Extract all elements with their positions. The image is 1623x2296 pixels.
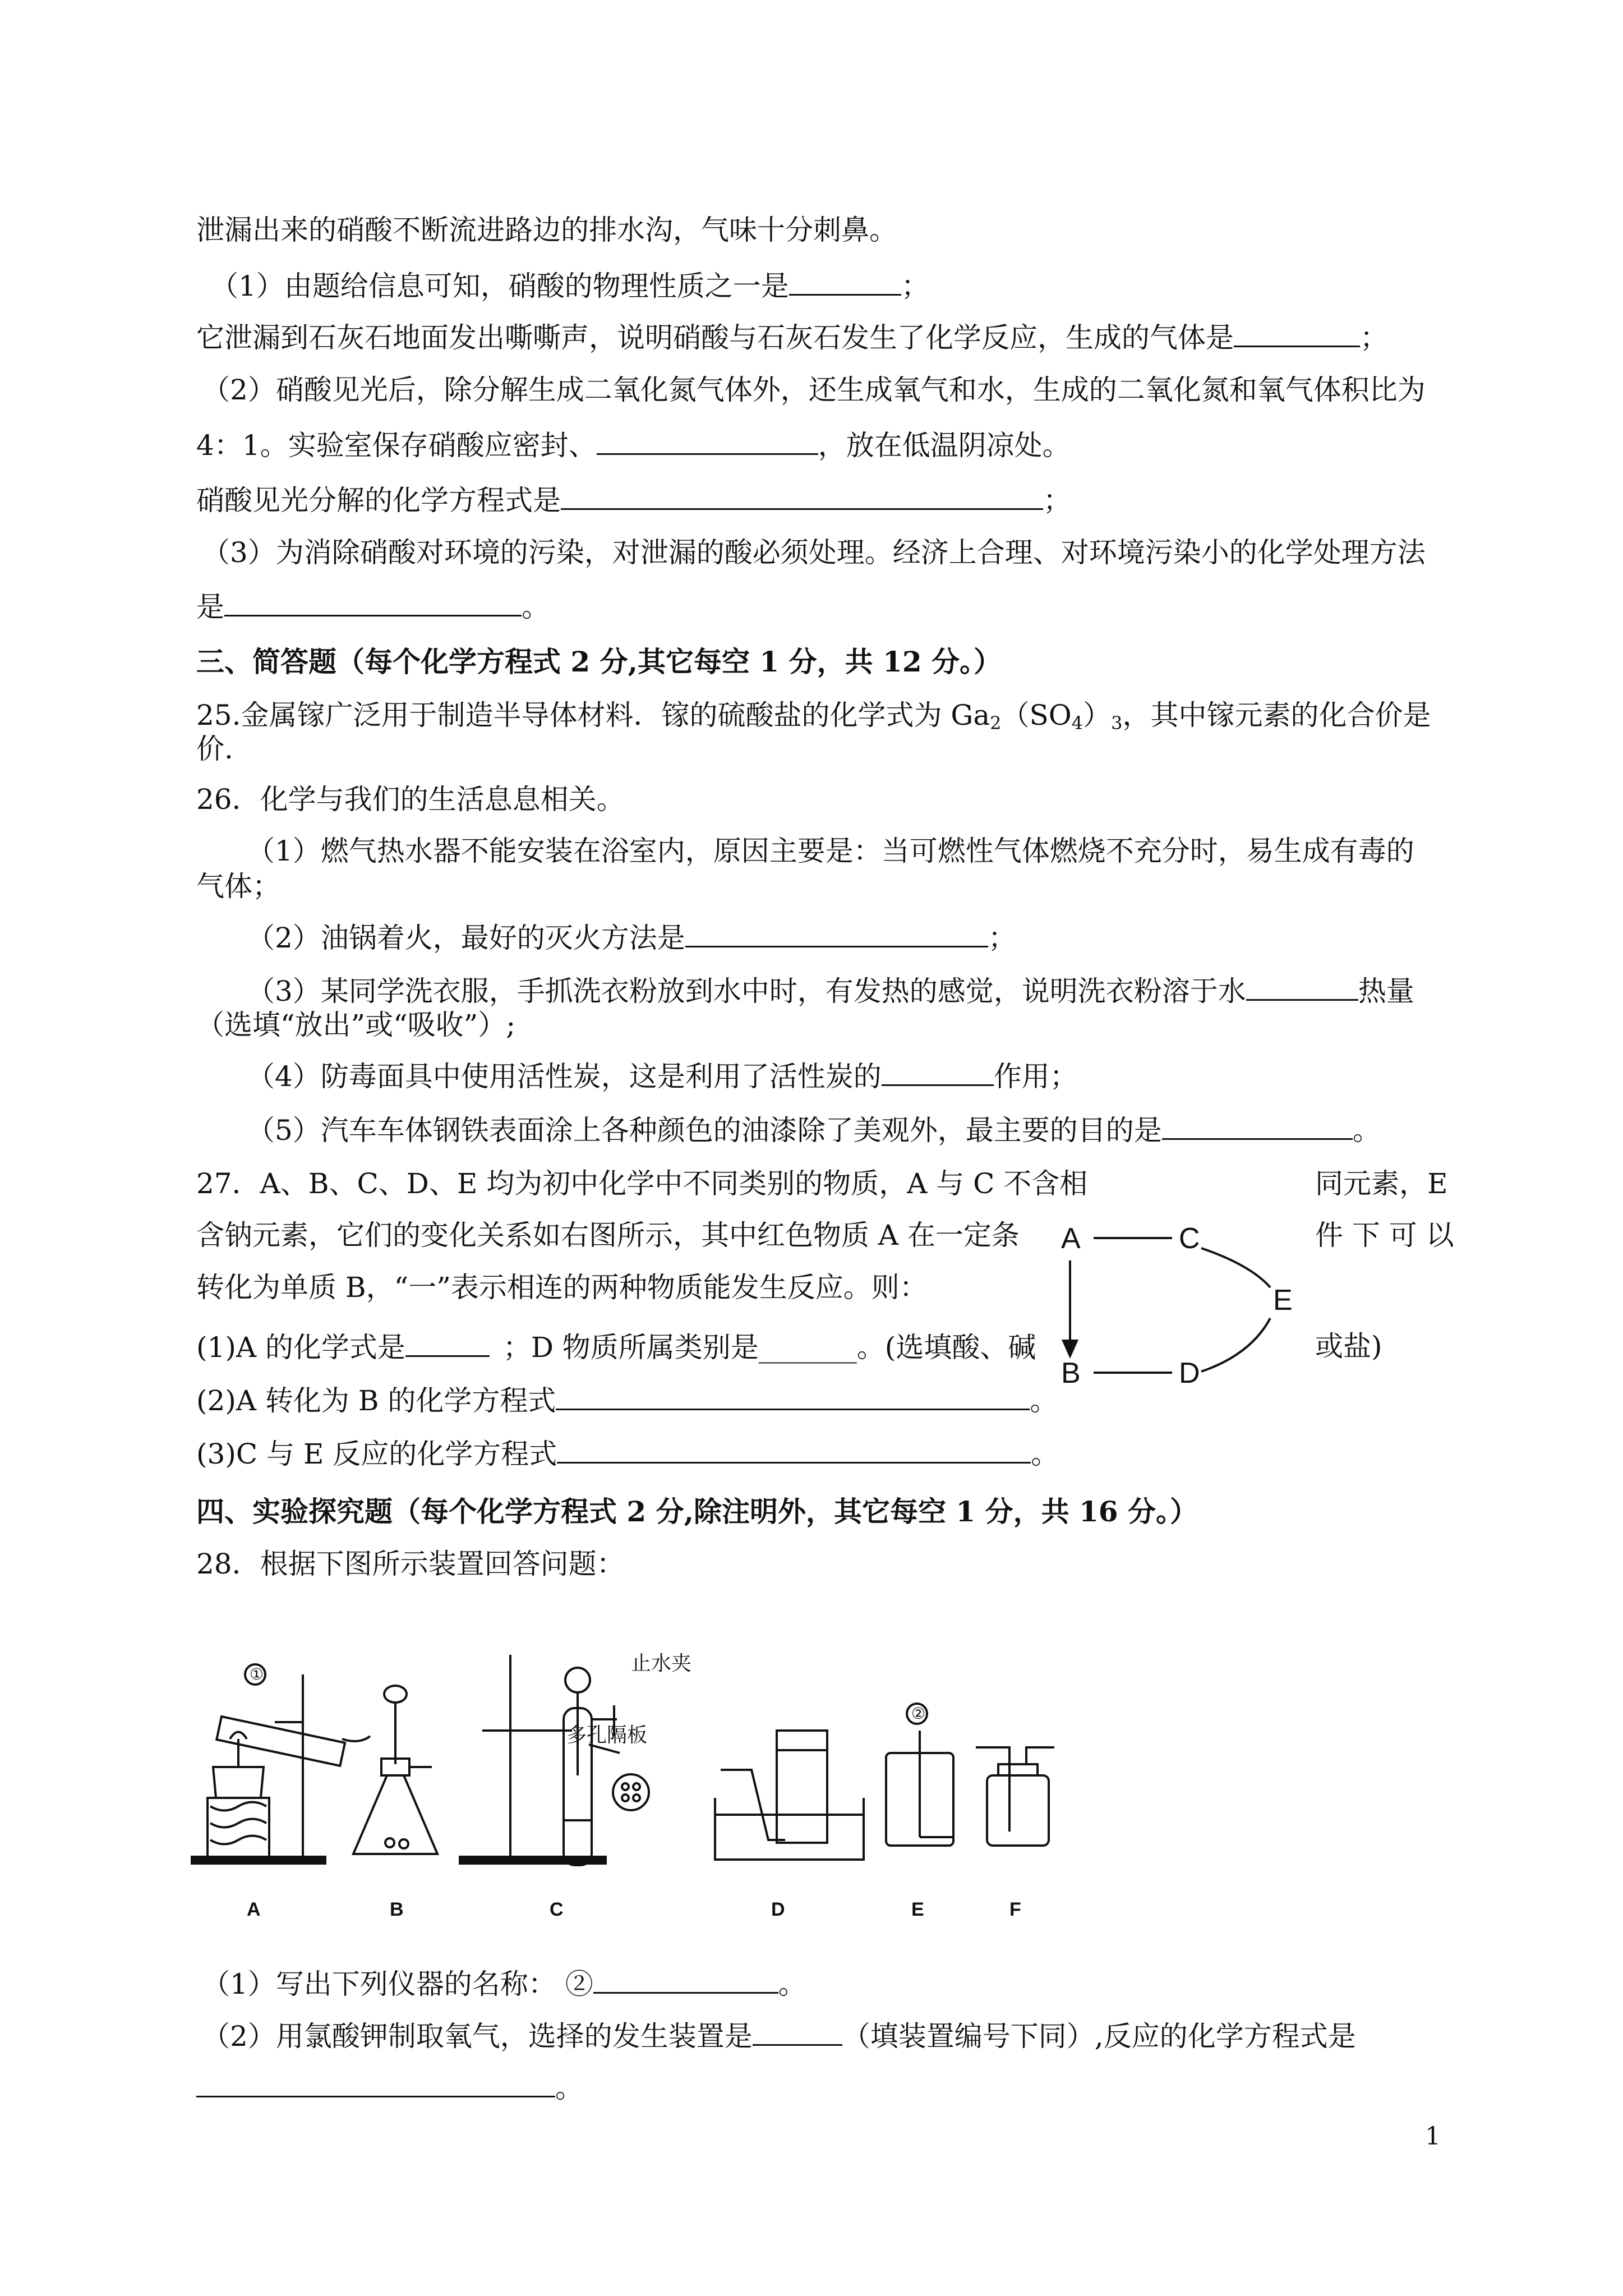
label-d: D bbox=[771, 1899, 785, 1920]
apparatus-figure bbox=[191, 1646, 1110, 1938]
answer-blank[interactable] bbox=[882, 1059, 994, 1086]
question-25: 25.金属镓广泛用于制造半导体材料．镓的硫酸盐的化学式为 $Ga_2(SO_4)_3$，其中镓元素的化合价是 bbox=[196, 699, 1431, 734]
answer-blank[interactable] bbox=[196, 2070, 555, 2097]
question-24-3: （3）为消除硝酸对环境的污染，对泄漏的酸必须处理。经济上合理、对环境污染小的化学处理方法 bbox=[202, 536, 1426, 569]
apparatus-a bbox=[191, 1664, 370, 1864]
question-26-1: （1）燃气热水器不能安装在浴室内，原因主要是：当可燃性气体燃烧不充分时，易生成有毒的 bbox=[247, 835, 1414, 867]
question-26-5: （5）汽车车体钢铁表面涂上各种颜色的油漆除了美观外，最主要的目的是 。 bbox=[247, 1112, 1381, 1147]
answer-blank[interactable] bbox=[405, 1329, 490, 1357]
label-f: F bbox=[1009, 1899, 1021, 1920]
node-b: B bbox=[1061, 1357, 1081, 1389]
section-4-heading: 四、实验探究题（每个化学方程式 2 分,除注明外，其它每空 1 分，共 16 分。） bbox=[196, 1495, 1198, 1528]
answer-blank[interactable] bbox=[224, 589, 522, 616]
text-line: 转化为单质 B，“一”表示相连的两种物质能发生反应。则： bbox=[196, 1271, 928, 1304]
answer-blank[interactable] bbox=[561, 482, 1043, 510]
apparatus-f bbox=[976, 1747, 1054, 1846]
apparatus-e bbox=[886, 1704, 953, 1846]
section-3-heading: 三、简答题（每个化学方程式 2 分,其它每空 1 分，共 12 分。） bbox=[196, 645, 1002, 678]
label-c: C bbox=[550, 1899, 564, 1920]
label-a: A bbox=[247, 1899, 261, 1920]
question-27-2: (2)A 转化为 B 的化学方程式 。 bbox=[196, 1383, 1058, 1418]
question-26-2: （2）油锅着火，最好的灭火方法是 ； bbox=[247, 920, 1016, 955]
clamp-label: 止水夹 bbox=[631, 1652, 692, 1675]
link-d-e bbox=[1201, 1318, 1270, 1372]
node-c: C bbox=[1179, 1222, 1200, 1255]
arrow-head-icon bbox=[1063, 1341, 1077, 1356]
answer-blank[interactable] bbox=[1162, 1112, 1353, 1140]
marker-2: ② bbox=[911, 1704, 926, 1723]
text-line: 是 。 bbox=[196, 589, 550, 624]
text-line: 4：1。实验室保存硝酸应密封、 ，放在低温阴凉处。 bbox=[196, 427, 1071, 462]
question-27-1: (1)A 的化学式是 ；D 物质所属类别是_______。(选填酸、碱 bbox=[196, 1329, 1036, 1364]
answer-blank[interactable] bbox=[685, 920, 988, 947]
question-24-2: （2）硝酸见光后，除分解生成二氧化氮气体外，还生成氧气和水，生成的二氧化氮和氧气体积比为 bbox=[202, 374, 1426, 406]
question-27: 27．A、B、C、D、E 均为初中化学中不同类别的物质，A 与 C 不含相 bbox=[196, 1167, 1088, 1200]
text-line: （选填“放出”或“吸收”）; bbox=[196, 1009, 516, 1041]
apparatus-d bbox=[715, 1731, 864, 1860]
question-27-3: (3)C 与 E 反应的化学方程式 。 bbox=[196, 1436, 1059, 1471]
node-a: A bbox=[1061, 1222, 1081, 1255]
apparatus-c bbox=[460, 1655, 649, 1865]
text-line: 同元素，E bbox=[1315, 1167, 1448, 1200]
text-line: 硝酸见光分解的化学方程式是 ； bbox=[196, 482, 1071, 517]
answer-blank[interactable] bbox=[556, 1383, 1030, 1410]
node-e: E bbox=[1273, 1284, 1293, 1317]
text-line: 含钠元素，它们的变化关系如右图所示，其中红色物质 A 在一定条 bbox=[196, 1219, 1020, 1251]
page-number: 1 bbox=[1425, 2122, 1441, 2151]
answer-blank[interactable] bbox=[593, 1966, 778, 1994]
text-line: 或盐) bbox=[1315, 1330, 1382, 1363]
question-24-1: （1）由题给信息可知，硝酸的物理性质之一是 ； bbox=[210, 268, 929, 303]
label-e: E bbox=[911, 1899, 924, 1920]
question-26-4: （4）防毒面具中使用活性炭，这是利用了活性炭的 作用； bbox=[247, 1059, 1078, 1093]
question-26-3: （3）某同学洗衣服，手抓洗衣粉放到水中时，有发热的感觉，说明洗衣粉溶于水 热量 bbox=[247, 973, 1414, 1008]
text-line: 件 下 可 以 bbox=[1315, 1219, 1454, 1251]
answer-blank[interactable] bbox=[597, 427, 818, 455]
answer-blank[interactable] bbox=[557, 1436, 1031, 1464]
plate-label: 多孔隔板 bbox=[566, 1724, 648, 1747]
label-b: B bbox=[390, 1899, 404, 1920]
question-28-2: （2）用氯酸钾制取氧气，选择的发生装置是 （填装置编号下同）,反应的化学方程式是 bbox=[202, 2018, 1356, 2053]
link-c-e bbox=[1201, 1248, 1270, 1287]
text-line: 气体； bbox=[196, 870, 280, 903]
answer-blank[interactable] bbox=[1246, 973, 1358, 1001]
text-line: 。 bbox=[196, 2070, 583, 2105]
question-28-1: （1）写出下列仪器的名称： ② 。 bbox=[202, 1966, 806, 2001]
answer-blank[interactable] bbox=[789, 268, 901, 296]
text-line: 价. bbox=[196, 733, 233, 765]
substance-relation-diagram bbox=[1054, 1214, 1324, 1416]
text-line: 泄漏出来的硝酸不断流进路边的排水沟，气味十分刺鼻。 bbox=[196, 214, 897, 246]
answer-blank[interactable] bbox=[1234, 320, 1360, 347]
marker-1: ① bbox=[250, 1665, 264, 1683]
apparatus-b bbox=[353, 1686, 437, 1854]
text-line: 它泄漏到石灰石地面发出嘶嘶声，说明硝酸与石灰石发生了化学反应，生成的气体是 ； bbox=[196, 320, 1388, 355]
question-26: 26．化学与我们的生活息息相关。 bbox=[196, 783, 625, 816]
question-28: 28．根据下图所示装置回答问题： bbox=[196, 1548, 625, 1580]
answer-blank[interactable] bbox=[753, 2018, 842, 2046]
node-d: D bbox=[1179, 1357, 1200, 1389]
